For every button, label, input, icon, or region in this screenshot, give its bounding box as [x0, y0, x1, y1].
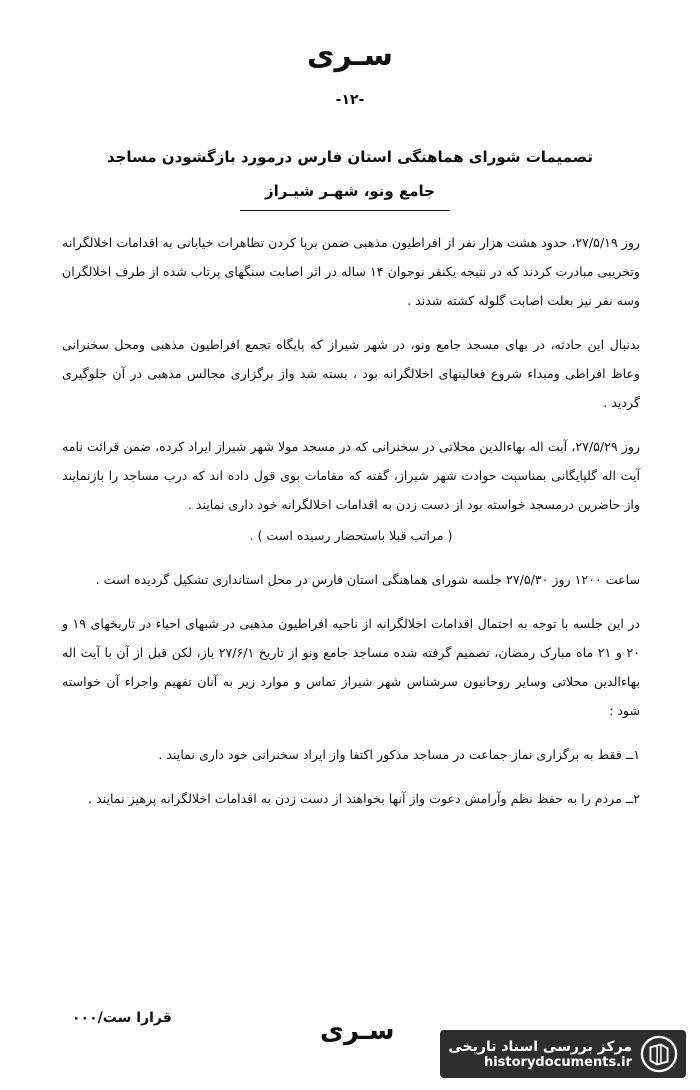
watermark-name: مرکز بررسی اسناد تاریخی — [448, 1038, 632, 1055]
document-title — [70, 140, 630, 208]
paragraph-1: روز ۲۷/۵/۱۹، حدود هشت هزار نفر از افراطیون مذهبی ضمن برپا کردن تظاهرات خیابانی به اقدامات اخلالگرانه وتخریبی مبادرت کردند که در نتیجه یکنفر نوجوان ۱۴ ساله در اثر اصابت سنگهای پرتاب شده از طرف اخلالگران وسه نفر نیز بعلت اصابت گلوله کشته شدند . — [62, 235, 640, 308]
classification-footer: سـری — [320, 1016, 395, 1046]
paragraph-4: ساعت ۱۲۰۰ روز ۲۷/۵/۳۰ جلسه شورای هماهنگی استان فارس در محل استانداری تشکیل گردیده است . — [95, 572, 640, 587]
item-2: ۲ــ مردم را به حفظ نظم وآرامش دعوت واز آنها بخواهند از دست زدن به اقدامات اخلالگرانه پرهیز نمایند . — [88, 791, 640, 806]
watermark-badge — [440, 1030, 686, 1078]
archive-logo-icon — [640, 1035, 678, 1073]
watermark-url: historydocuments.ir — [483, 1054, 632, 1070]
paragraph-note: ( مراتب قبلا باستحضار رسیده است ) . — [249, 528, 453, 543]
document-body — [62, 228, 640, 828]
title-underline — [240, 210, 450, 211]
title-line-1: تصمیمات شورای هماهنگی استان فارس درمورد بازگشودن مساجد — [106, 148, 594, 166]
reference-number: قرارا ست/۰۰۰ — [72, 1010, 172, 1026]
paragraph-5: در این جلسه با توجه به احتمال اقدامات اخلالگرانه از ناحیه افراطیون مذهبی در شبهای احیاء در تاریخهای ۱۹ و ۲۰ و ۲۱ ماه مبارک رمضان، تصمیم گرفته شده مساجد جامع ونو از تاریخ ۲۷/۶/۱ باز، لکن قبل از آن با آیت اله بهاءالدین محلاتی وسایر روحانیون سرشناس شهر شیراز تماس و موارد زیر به آنان تفهیم واجراء آن خواسته شود : — [62, 616, 641, 718]
item-1: ۱ــ فقط به برگزاری نماز جماعت در مساجد مذکور اکتفا واز ایراد سخنرانی خود داری نمایند . — [158, 747, 640, 762]
classification-heading: سـری — [307, 38, 393, 73]
paragraph-3: روز ۲۷/۵/۲۹، آیت اله بهاءالدین محلاتی در سخنرانی که در مسجد مولا شهر شیراز ایراد کرده، ضمن قرائت نامه آیت اله گلپایگانی بمناسبت حوادث شهر شیراز، گفته که مقامات بوی قول داده اند که درب مساجد را بازنمایند واز حاضرین درمسجد خواسته بود از دست زدن به اقدامات اخلالگرانه خود داری نمایند . — [62, 439, 640, 512]
page-number: -۱۲- — [335, 92, 365, 108]
paragraph-2: بدنبال این حادثه، در بهای مسجد جامع ونو، در شهر شیراز که پایگاه تجمع افراطیون مذهبی ومحل سخنرانی وعاظ افراطی ومبداء شروع فعالیتهای اخلالگرانه بود ، بسته شد واز برگزاری مجالس مذهبی در آن جلوگیری گردید . — [62, 337, 640, 410]
title-line-2: جامع ونو، شهـر شیـراز — [265, 182, 435, 200]
